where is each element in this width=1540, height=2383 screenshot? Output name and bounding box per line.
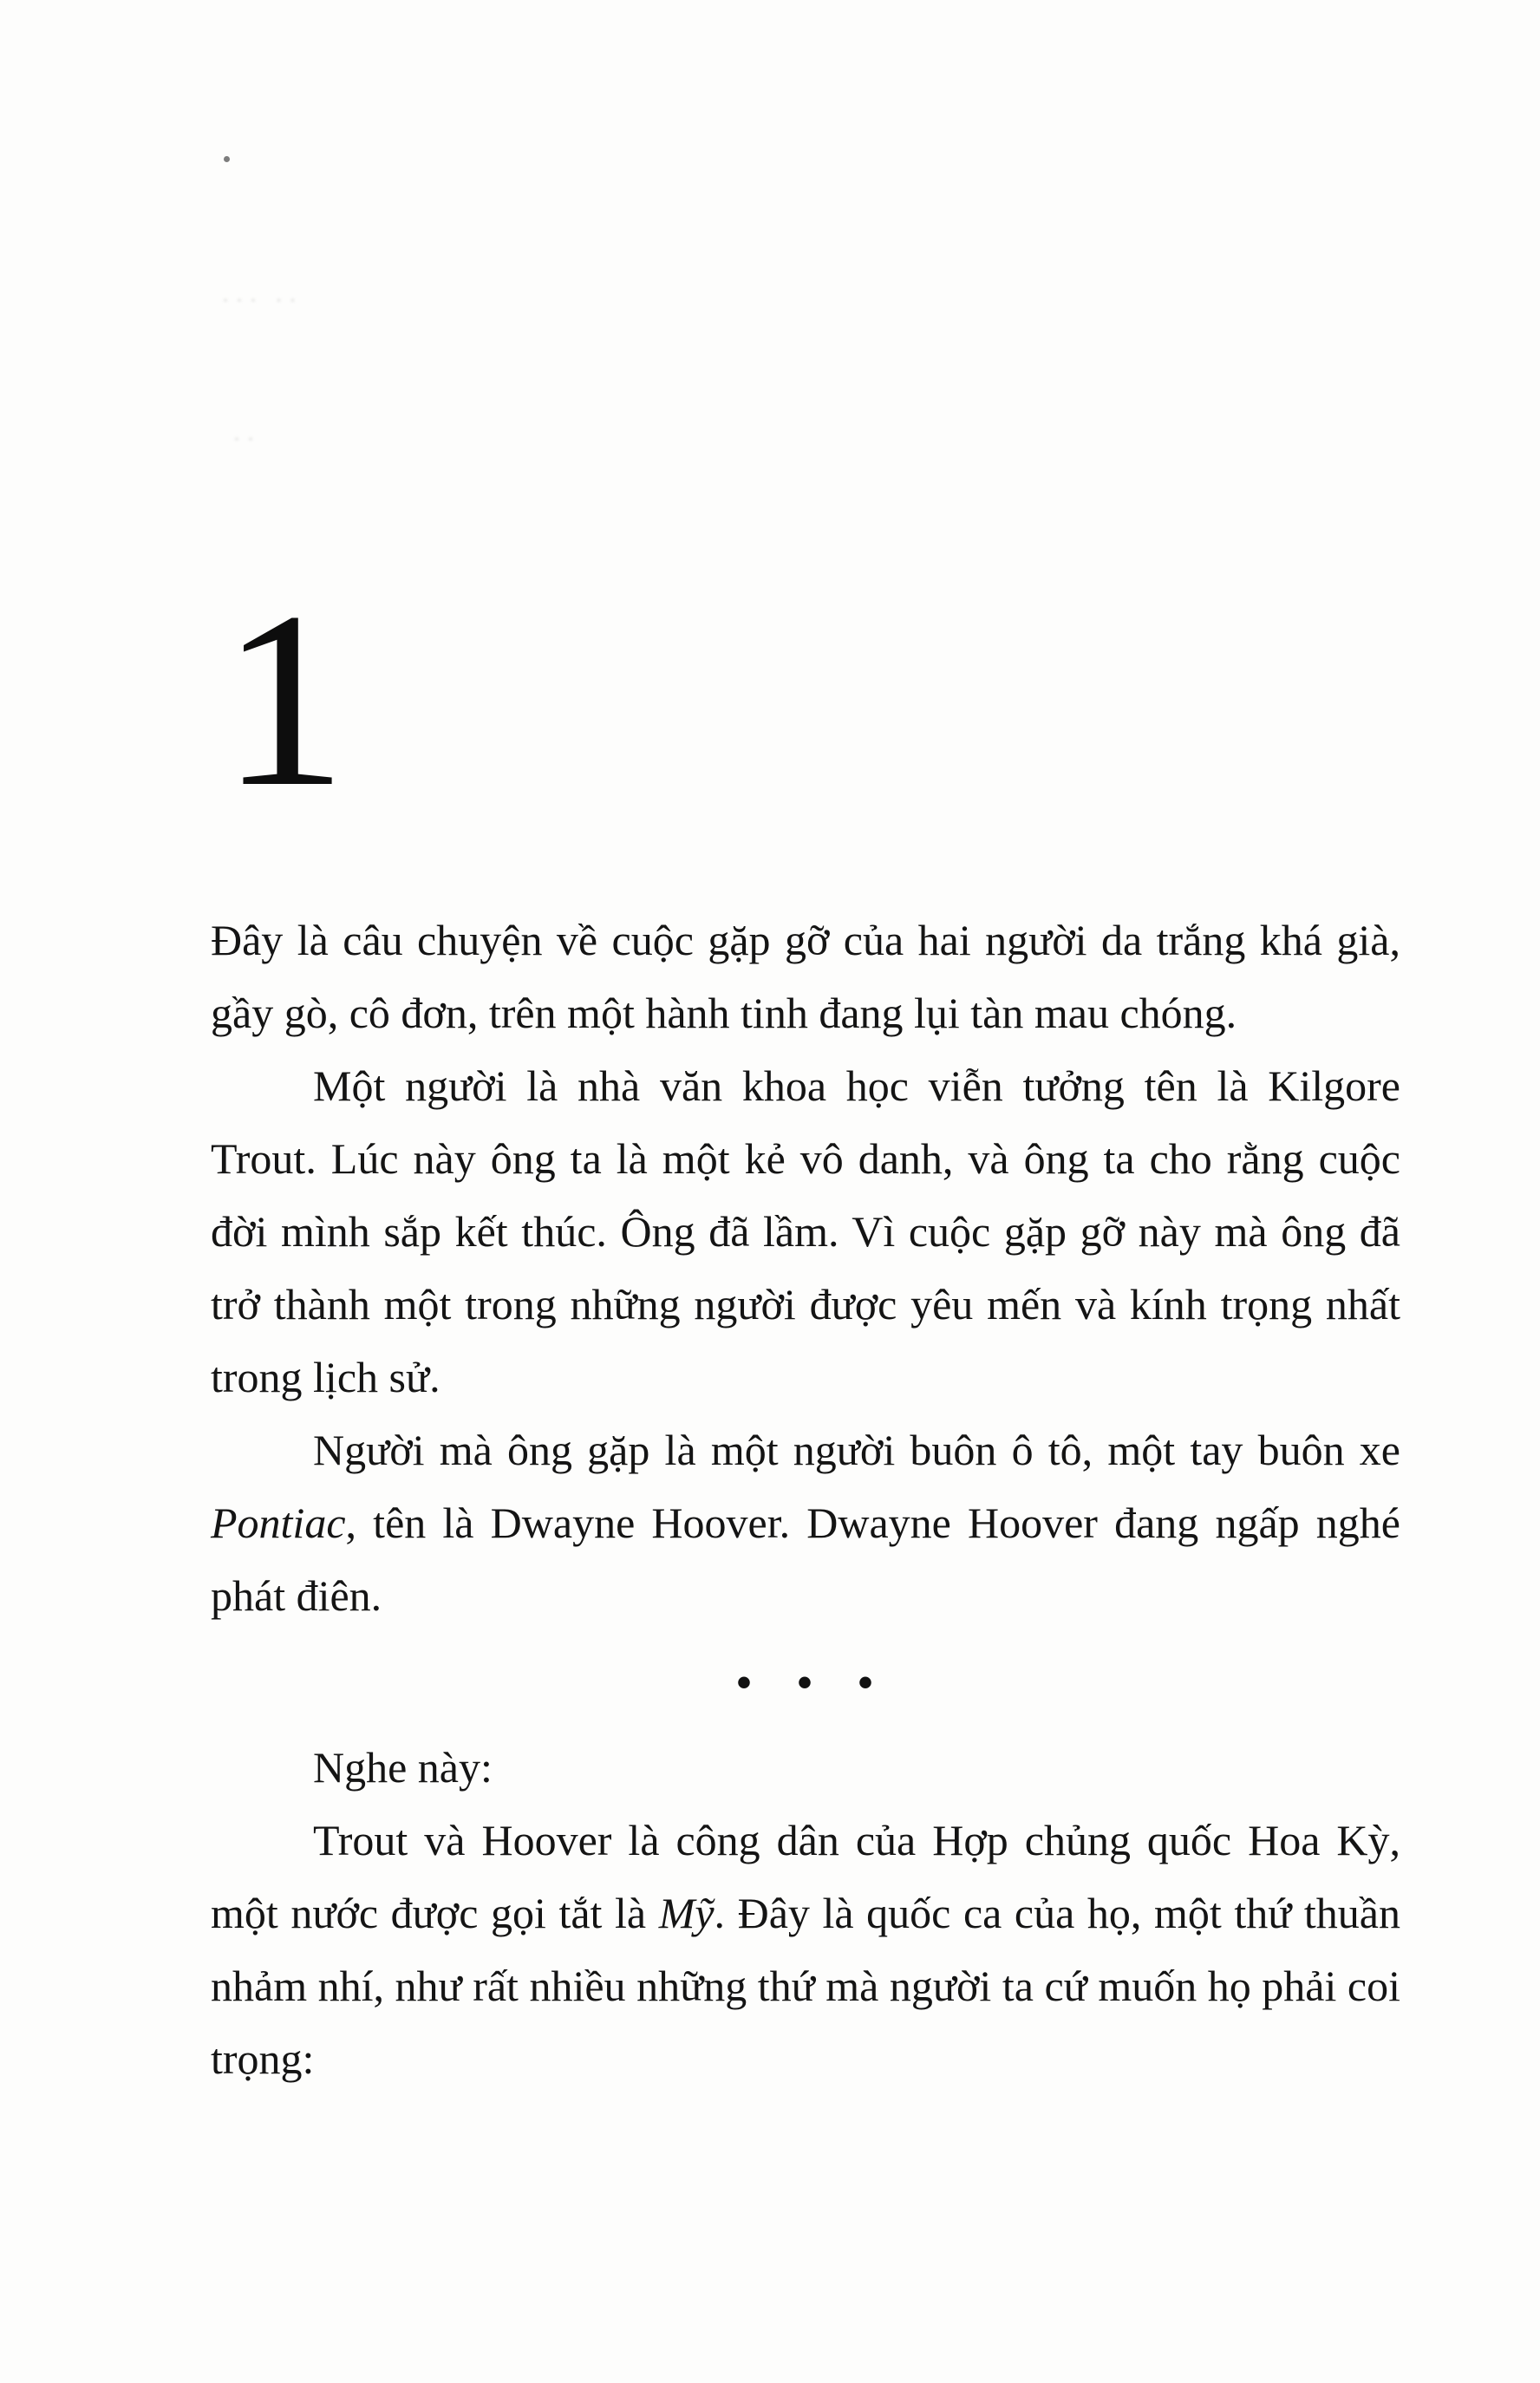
paragraph-segment: Đây là câu chuyện về cuộc gặp gỡ của hai người da trắng khá già, gầy gò, cô đơn, trên một hành tinh đang lụi tàn mau chóng.: [211, 916, 1400, 1037]
paragraph-segment: Trout và Hoover là công dân của Hợp chủng quốc Hoa Kỳ, một nước được gọi tắt là: [211, 1816, 1400, 1937]
paragraph-segment: Người mà ông gặp là một người buôn ô tô, một tay buôn xe: [313, 1426, 1400, 1474]
paragraph-segment: , tên là Dwayne Hoover. Dwayne Hoover đang ngấp nghé phát điên.: [211, 1498, 1400, 1620]
paragraph-segment-italic: Mỹ: [658, 1889, 715, 1937]
paragraph: [211, 1413, 1400, 1632]
paragraph: [211, 1731, 1400, 1804]
section-separator: • • •: [736, 1658, 875, 1707]
paragraph: [211, 1804, 1400, 2095]
scan-artifact-dot: [224, 156, 230, 162]
scan-artifact-smudge: ··· ··: [221, 286, 303, 315]
scan-artifact-smudge: ··: [232, 425, 260, 454]
chapter-number: 1: [221, 560, 347, 839]
paragraph: [211, 904, 1400, 1049]
paragraph-segment: Một người là nhà văn khoa học viễn tưởng tên là Kilgore Trout. Lúc này ông ta là một kẻ vô danh, và ông ta cho rằng cuộc đời mình sắp kết thúc. Ông đã lầm. Vì cuộc gặp gỡ này mà ông đã trở thành một trong những người được yêu mến và kính trọng nhất trong lịch sử.: [211, 1061, 1400, 1401]
paragraph-segment-italic: Pontiac: [211, 1498, 346, 1547]
paragraph-segment: Nghe này:: [313, 1743, 493, 1792]
paragraph-segment: . Đây là quốc ca của họ, một thứ thuần nhảm nhí, như rất nhiều những thứ mà người ta cứ muốn họ phải coi trọng:: [211, 1889, 1400, 2083]
paragraph: [211, 1049, 1400, 1413]
body-text: [211, 904, 1400, 2095]
